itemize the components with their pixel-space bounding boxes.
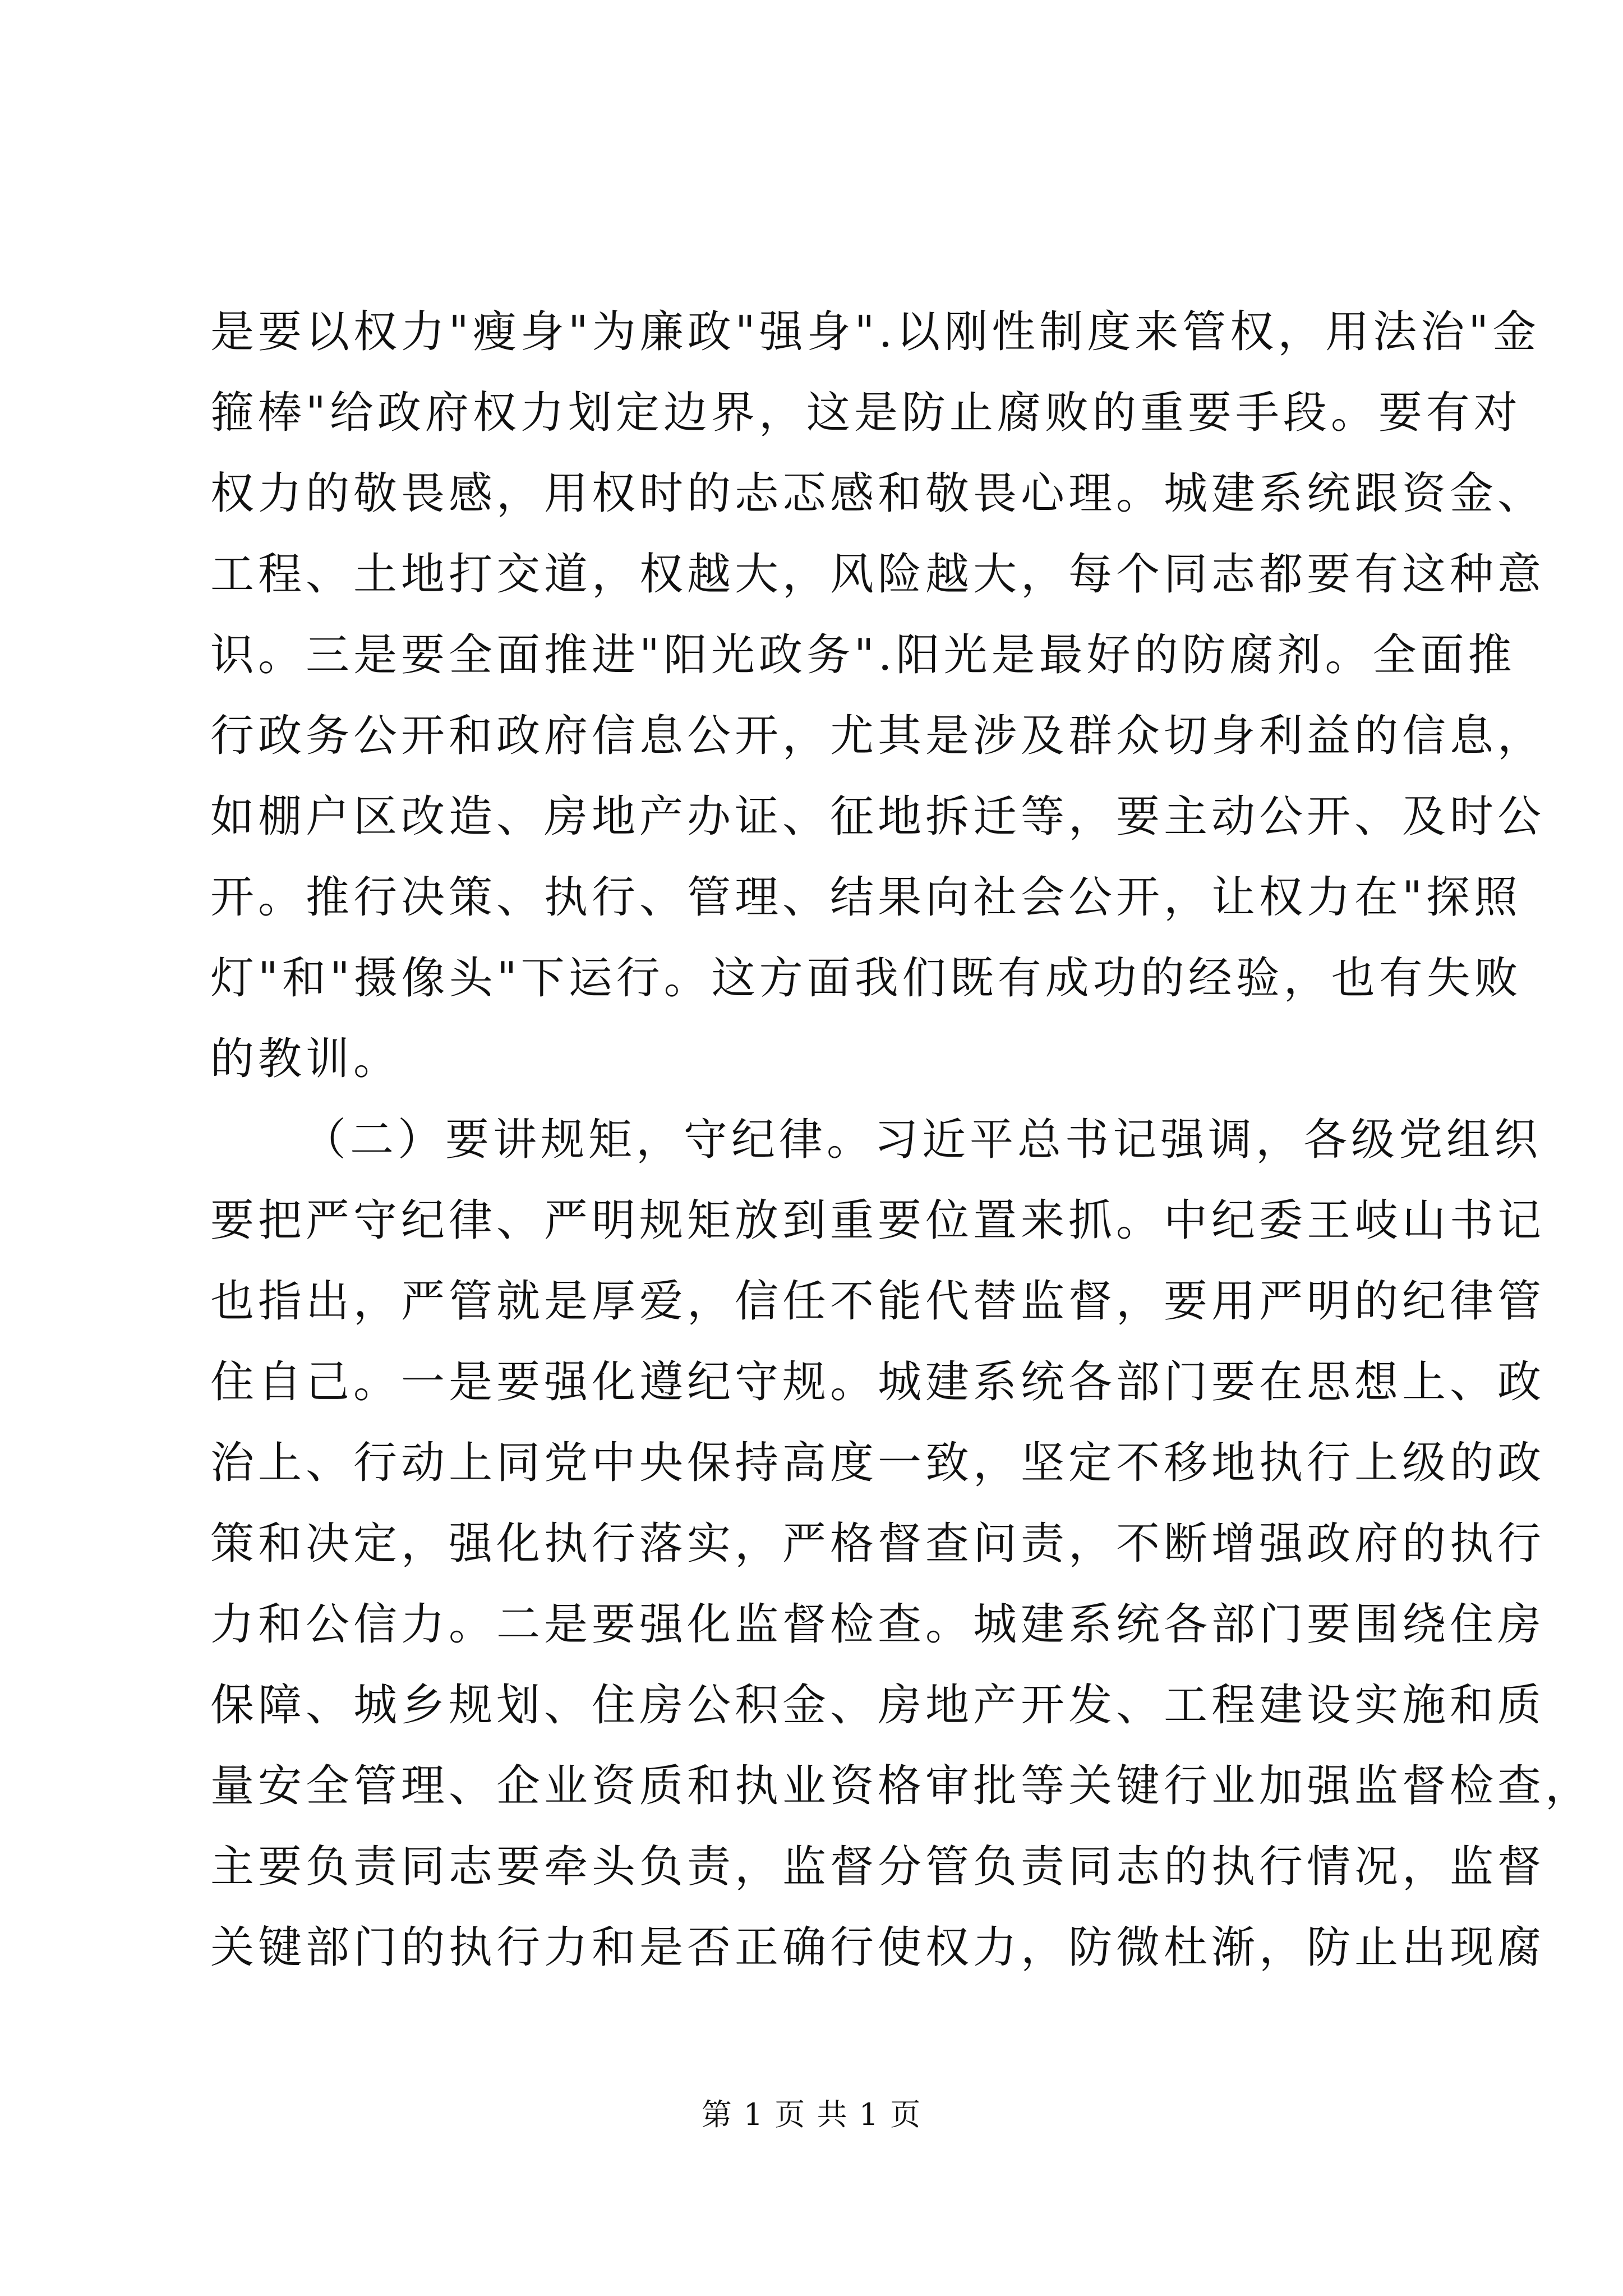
- text-line: 识。三是要全面推进"阳光政务".阳光是最好的防腐剂。全面推: [210, 630, 1516, 680]
- text-line: 要把严守纪律、严明规矩放到重要位置来抓。中纪委王岐山书记: [210, 1195, 1546, 1246]
- text-line: 治上、行动上同党中央保持高度一致，坚定不移地执行上级的政: [210, 1438, 1546, 1488]
- page-number-footer: 第 1 页 共 1 页: [701, 2097, 922, 2132]
- text-line: 关键部门的执行力和是否正确行使权力，防微杜渐，防止出现腐: [210, 1922, 1546, 1973]
- text-line: 是要以权力"瘦身"为廉政"强身".以刚性制度来管权，用法治"金: [210, 307, 1541, 357]
- text-line: 如棚户区改造、房地产办证、征地拆迁等，要主动公开、及时公: [210, 792, 1546, 842]
- text-line: 行政务公开和政府信息公开，尤其是涉及群众切身利益的信息，: [210, 711, 1546, 761]
- text-line: 策和决定，强化执行落实，严格督查问责，不断增强政府的执行: [210, 1519, 1546, 1569]
- text-line: 主要负责同志要牵头负责，监督分管负责同志的执行情况，监督: [210, 1842, 1546, 1892]
- text-line: 开。推行决策、执行、管理、结果向社会公开，让权力在"探照: [210, 872, 1521, 923]
- text-line: 工程、土地打交道，权越大，风险越大，每个同志都要有这种意: [210, 549, 1546, 600]
- paragraph-start-line: （二）要讲规矩，守纪律。习近平总书记强调，各级党组织: [302, 1115, 1542, 1165]
- text-line: 也指出，严管就是厚爱，信任不能代替监督，要用严明的纪律管: [210, 1276, 1546, 1327]
- document-body: [210, 292, 1593, 1988]
- text-line: 力和公信力。二是要强化监督检查。城建系统各部门要围绕住房: [210, 1599, 1546, 1650]
- text-line: 的教训。: [210, 1034, 402, 1084]
- text-line: 灯"和"摄像头"下运行。这方面我们既有成功的经验，也有失败: [210, 953, 1522, 1004]
- text-line: 保障、城乡规划、住房公积金、房地产开发、工程建设实施和质: [210, 1680, 1546, 1731]
- text-line: 住自己。一是要强化遵纪守规。城建系统各部门要在思想上、政: [210, 1357, 1546, 1407]
- text-line: 箍棒"给政府权力划定边界，这是防止腐败的重要手段。要有对: [210, 388, 1521, 438]
- text-line: 量安全管理、企业资质和执业资格审批等关键行业加强监督检查，: [210, 1761, 1593, 1811]
- text-line: 权力的敬畏感，用权时的忐忑感和敬畏心理。城建系统跟资金、: [210, 468, 1546, 519]
